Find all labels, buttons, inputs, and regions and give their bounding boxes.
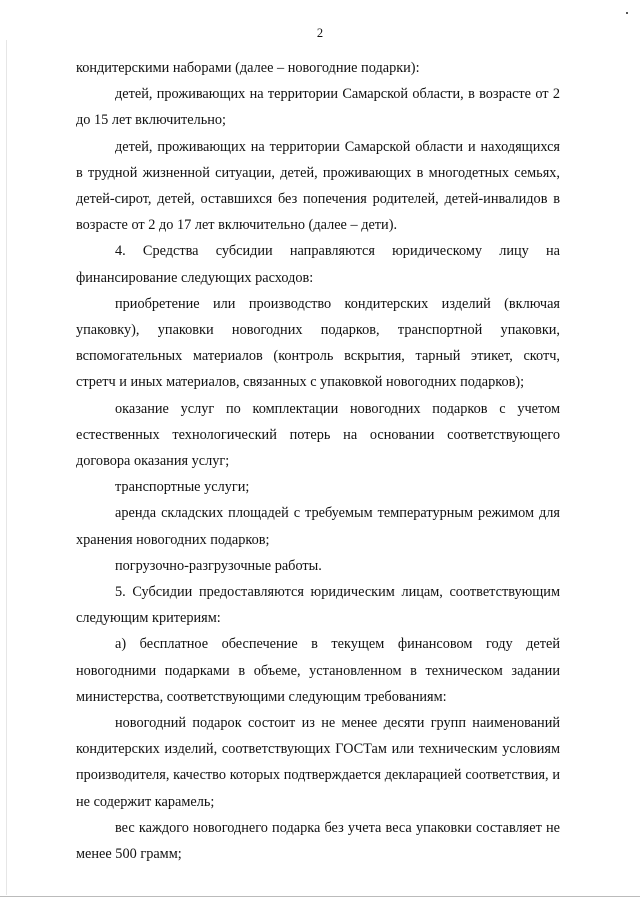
paragraph: приобретение или производство кондитерских изделий (включая упаковку), упаковки новогодних подарков, транспортной упаковки, вспомогательных материалов (контроль вскрытия, тарный этикет, скотч, стретч и иных материалов, связанных с упаковкой новогодних подарков); xyxy=(76,295,560,391)
paragraph: вес каждого новогоднего подарка без учета веса упаковки составляет не менее 500 грамм; xyxy=(76,819,560,863)
paragraph: детей, проживающих на территории Самарской области и находящихся в трудной жизненной ситуации, детей, проживающих в многодетных семьях, детей-сирот, детей, оставшихся без попечения родителей, детей-инвалидов в возрасте от 2 до 17 лет включительно (далее – дети). xyxy=(76,138,560,234)
paragraph: оказание услуг по комплектации новогодних подарков с учетом естественных технологический потерь на основании соответствующего договора оказания услуг; xyxy=(76,400,560,470)
page-number: 2 xyxy=(316,26,324,40)
paragraph: 5. Субсидии предоставляются юридическим лицам, соответствующим следующим критериям: xyxy=(76,584,560,627)
paragraph: погрузочно-разгрузочные работы. xyxy=(115,557,322,574)
scan-bottom-edge xyxy=(0,896,640,897)
paragraph: новогодний подарок состоит из не менее десяти групп наименований кондитерских изделий, соответствующих ГОСТам или техническим условиям производителя, качество которых подтверждается декларацией соответствия, и не содержит карамель; xyxy=(76,715,560,810)
paragraph: детей, проживающих на территории Самарской области, в возрасте от 2 до 15 лет включительно; xyxy=(76,86,560,129)
document-body xyxy=(76,55,560,867)
paragraph: кондитерскими наборами (далее – новогодние подарки): xyxy=(76,60,420,76)
paragraph: аренда складских площадей с требуемым температурным режимом для хранения новогодних подарков; xyxy=(76,505,560,548)
paragraph: транспортные услуги; xyxy=(115,479,250,496)
paragraph: а) бесплатное обеспечение в текущем финансовом году детей новогодними подарками в объеме, установленном в техническом задании министерства, соответствующими следующим требованиям: xyxy=(76,636,560,705)
paragraph: 4. Средства субсидии направляются юридическому лицу на финансирование следующих расходов: xyxy=(76,243,560,286)
scan-edge-line xyxy=(6,40,7,895)
scan-speck xyxy=(626,12,628,14)
